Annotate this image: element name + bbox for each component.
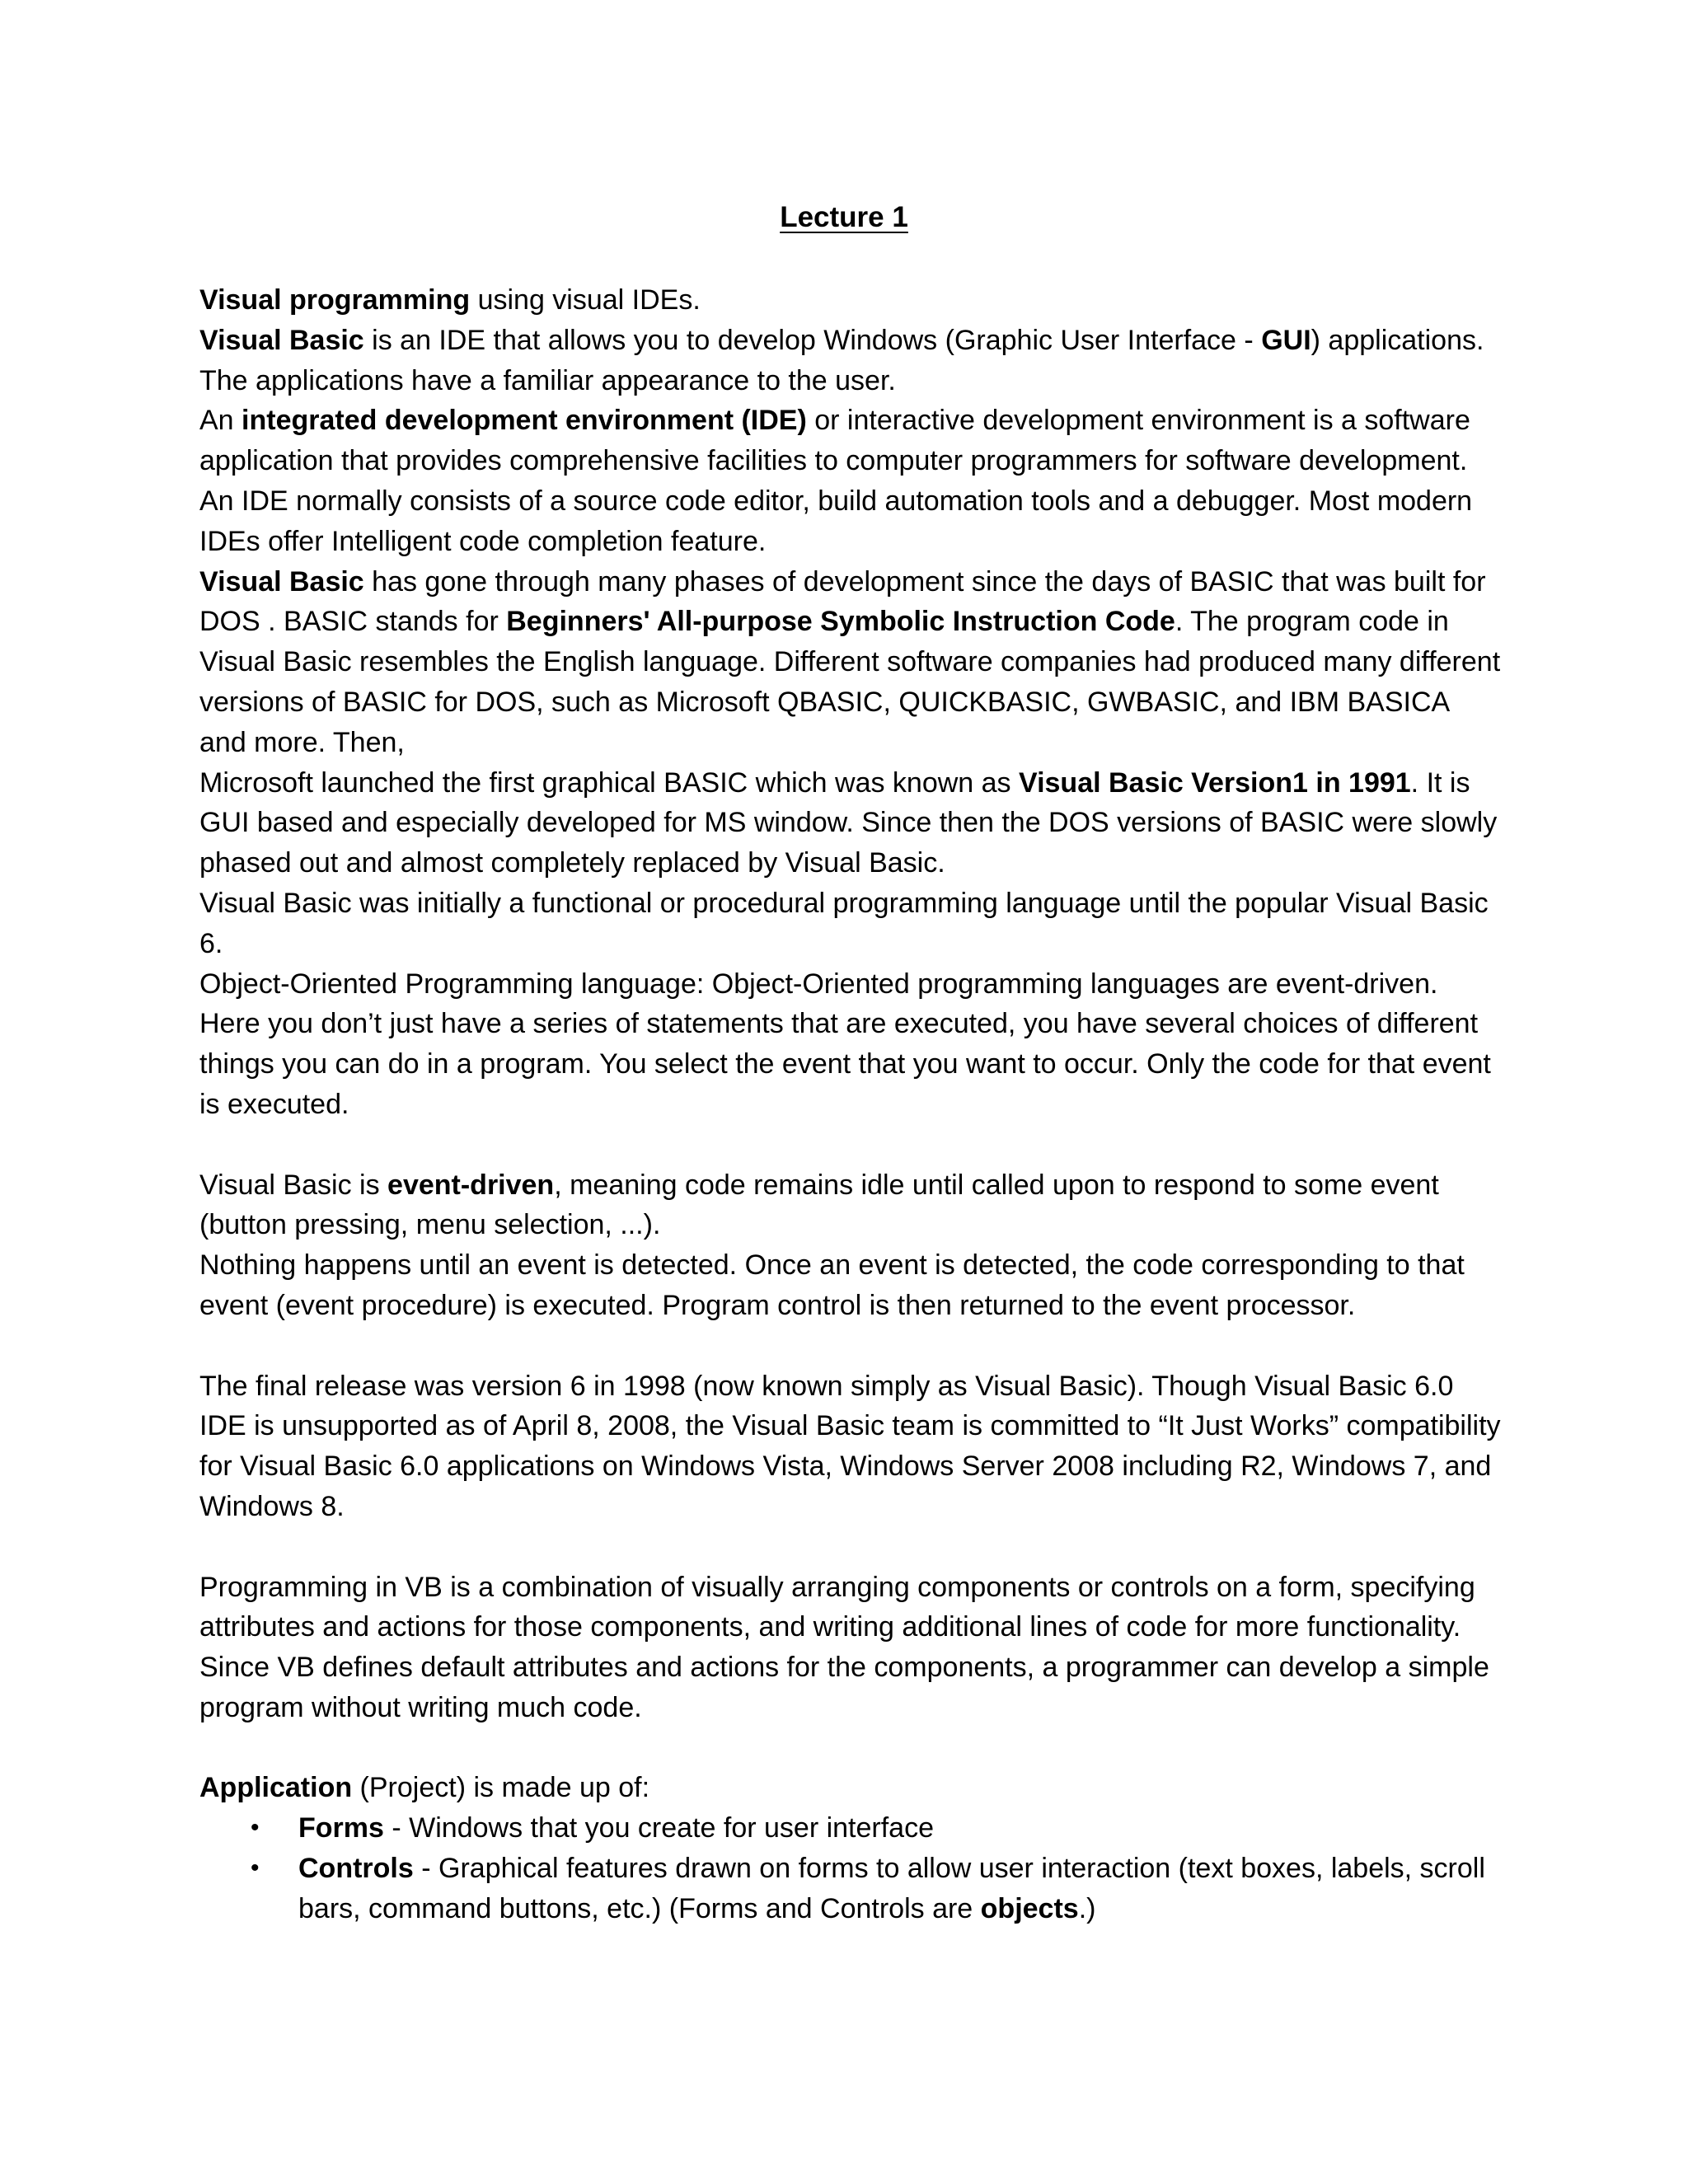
bold-term: Beginners' All-purpose Symbolic Instruction Code — [506, 606, 1175, 638]
paragraph-final-release: The final release was version 6 in 1998 (now known simply as Visual Basic). Though Visual Basic 6.0 IDE is unsupported as of April 8, 2008, the Visual Basic team is committed to “It Just Works” compatibility for Visual Basic 6.0 applications on Windows Vista, Windows Server 2008 including R2, Windows 7, and Windows 8. — [199, 1370, 1501, 1522]
paragraph-text: using visual IDEs. — [470, 284, 701, 316]
paragraph-visual-programming — [199, 280, 1502, 321]
paragraph-text: . The program code in Visual Basic resembles the English language. Different software companies had produced many different versions of BASIC for DOS, such as Microsoft QBASIC, QUICKBASIC, GWBASIC, and IBM BASICA and more. Then, — [199, 606, 1501, 758]
paragraph-application — [199, 1768, 1502, 1808]
paragraph-ide-definition — [199, 401, 1502, 561]
paragraph-text: Visual Basic is — [199, 1169, 388, 1201]
paragraph-gap — [199, 1728, 1502, 1769]
document-body — [199, 280, 1502, 1929]
bold-term: Forms — [298, 1812, 384, 1844]
paragraph-oop: Object-Oriented Programming language: Object-Oriented programming languages are event-driven. Here you don’t just have a series of statements that are executed, you have several choices of different things you can do in a program. You select the event that you want to occur. Only the code for that event is executed. — [199, 968, 1491, 1120]
paragraph-text: is an IDE that allows you to develop Windows (Graphic User Interface - — [363, 324, 1262, 356]
paragraph-gap — [199, 1125, 1502, 1165]
bold-term: Visual Basic — [199, 324, 364, 356]
page-title-text: Lecture 1 — [780, 201, 908, 233]
paragraph-text: or interactive development environment is a software application that provides comprehensive facilities to computer programmers for software development. An IDE normally consists of a source code editor, build automation tools and a debugger. Most modern IDEs offer Intelligent code completion feature. — [199, 405, 1473, 557]
paragraph-text: . It is GUI based and especially developed for MS window. Since then the DOS versions of BASIC were slowly phased out and almost completely replaced by Visual Basic. — [199, 766, 1498, 879]
paragraph-event-driven — [199, 1165, 1502, 1246]
paragraph-event-detection: Nothing happens until an event is detected. Once an event is detected, the code corresponding to that event (event procedure) is executed. Program control is then returned to the event processor. — [199, 1249, 1465, 1321]
paragraph-text: has gone through many phases of development since the days of BASIC that was built for DOS . BASIC stands for — [199, 565, 1486, 638]
application-components-list — [199, 1808, 1502, 1929]
bold-term: event-driven — [387, 1169, 555, 1201]
bold-term: GUI — [1261, 324, 1311, 356]
page-title — [0, 198, 1688, 237]
paragraph-procedural: Visual Basic was initially a functional or procedural programming language until the popular Visual Basic 6. — [199, 887, 1489, 959]
list-item — [199, 1808, 1502, 1849]
list-item-text: .) — [1078, 1892, 1096, 1924]
bold-term: objects — [980, 1892, 1079, 1924]
bold-term: Application — [199, 1772, 353, 1804]
paragraph-gap — [199, 1326, 1502, 1366]
bold-term: Controls — [298, 1853, 414, 1885]
list-item-text: - Graphical features drawn on forms to allow user interaction (text boxes, labels, scroll bars, command buttons, etc.) (Forms and Controls are — [298, 1853, 1485, 1924]
paragraph-text: (Project) is made up of: — [352, 1772, 650, 1804]
paragraph-text: Microsoft launched the first graphical BASIC which was known as — [199, 766, 1020, 799]
bold-term: integrated development environment (IDE) — [241, 405, 807, 437]
paragraph-text: ) applications. The applications have a familiar appearance to the user. — [199, 324, 1484, 396]
paragraph-visual-basic-ide — [199, 321, 1502, 401]
bold-term: Visual Basic — [199, 565, 364, 598]
list-item — [199, 1849, 1502, 1929]
bold-term: Visual Basic Version1 in 1991 — [1019, 766, 1411, 799]
paragraph-basic-history — [199, 562, 1502, 763]
paragraph-text: , meaning code remains idle until called upon to respond to some event (button pressing, menu selection, ...). — [199, 1169, 1439, 1241]
bullet-icon: • — [251, 1814, 260, 1842]
paragraph-text: An — [199, 405, 242, 437]
paragraph-gap — [199, 1527, 1502, 1568]
bullet-icon: • — [251, 1854, 260, 1882]
bold-term: Visual programming — [199, 284, 471, 316]
list-item-text: - Windows that you create for user interface — [383, 1812, 934, 1844]
paragraph-vb-version1 — [199, 763, 1502, 883]
paragraph-programming-in-vb: Programming in VB is a combination of visually arranging components or controls on a form, specifying attributes and actions for those components, and writing additional lines of code for more functionality. Since VB defines default attributes and actions for the components, a programmer can develop a simple program without writing much code. — [199, 1571, 1489, 1723]
